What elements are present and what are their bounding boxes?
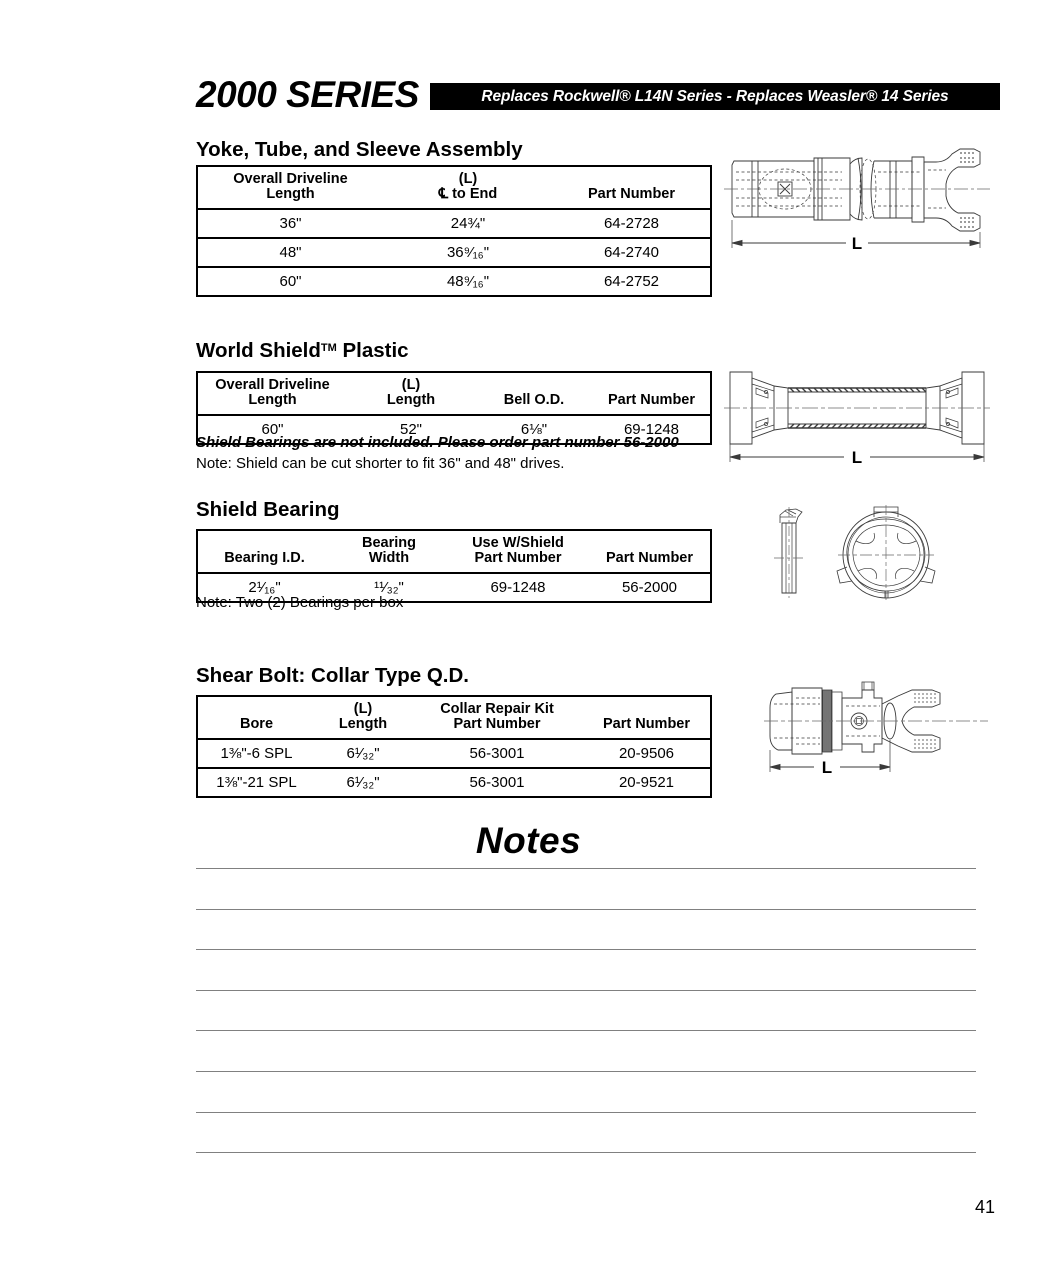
- cell-overall-length: 48": [279, 244, 302, 261]
- notes-rule-line: [196, 1152, 976, 1153]
- world-shield-label-tail: Plastic: [336, 339, 409, 362]
- cell-collar-repair-kit: 56-3001: [469, 774, 525, 791]
- table-header-row: [197, 696, 711, 739]
- table-row: [197, 739, 711, 768]
- cell-part-number: 20-9521: [618, 774, 675, 791]
- column-header-overall-length: Overall Driveline Length: [215, 377, 330, 408]
- column-header-overall-length: Overall Driveline Length: [233, 171, 348, 202]
- cell-length: 6¹⁄₃₂": [346, 774, 380, 791]
- column-header-l-to-end: (L) ℄ to End: [438, 171, 498, 202]
- column-header-bearing-id: Bearing I.D.: [224, 550, 305, 566]
- column-header-part-number: Part Number: [607, 392, 696, 408]
- world-shield-label: World Shield: [196, 339, 321, 362]
- cell-l-length: 52": [399, 421, 422, 438]
- page-title: 2000 SERIES: [196, 74, 419, 115]
- table-header-row: [197, 166, 711, 209]
- cell-bore: 1⅜"-21 SPL: [216, 774, 297, 791]
- page-number: 41: [974, 1197, 995, 1217]
- shield-bearing-box-note: Note: Two (2) Bearings per box: [196, 594, 404, 611]
- shear-bolt-collar-qd-drawing: [762, 678, 990, 778]
- notes-rule-line: [196, 1071, 976, 1072]
- cell-l-to-end: 24¾": [450, 215, 486, 232]
- dimension-label-l: L: [851, 234, 863, 253]
- notes-title: Notes: [475, 820, 582, 861]
- trademark-mark: TM: [320, 342, 337, 354]
- cell-l-to-end: 48⁹⁄₁₆": [446, 273, 490, 290]
- cell-overall-length: 36": [279, 215, 302, 232]
- cell-part-number: 64-2728: [603, 215, 660, 232]
- world-shield-cut-note: Note: Shield can be cut shorter to fit 36" and 48" drives.: [196, 455, 565, 472]
- cell-part-number: 64-2740: [603, 244, 660, 261]
- column-header-bearing-width: Bearing Width: [362, 535, 416, 566]
- dimension-label-l: L: [851, 448, 863, 467]
- cell-overall-length: 60": [261, 421, 284, 438]
- column-header-part-number: Part Number: [605, 550, 694, 566]
- section-heading-shield-bearing: Shield Bearing: [196, 498, 340, 521]
- cell-bearing-width: ¹¹⁄₃₂": [374, 579, 404, 596]
- cell-bearing-id: 2¹⁄₁₆": [248, 579, 281, 596]
- notes-rule-line: [196, 909, 976, 910]
- yoke-table: [196, 165, 712, 297]
- column-header-use-with-shield: Use W/Shield Part Number: [472, 535, 564, 566]
- column-header-bore: Bore: [239, 716, 274, 732]
- notes-rule-line: [196, 868, 976, 869]
- table-row: [197, 238, 711, 267]
- yoke-tube-sleeve-assembly-drawing: [722, 140, 992, 260]
- cell-bell-od: 6⅛": [520, 421, 548, 438]
- notes-rule-line: [196, 990, 976, 991]
- cell-part-number: 64-2752: [603, 273, 660, 290]
- section-heading-yoke: Yoke, Tube, and Sleeve Assembly: [196, 138, 523, 161]
- shield-bearing-table: [196, 529, 712, 603]
- column-header-bell-od: Bell O.D.: [503, 392, 565, 408]
- column-header-part-number: Part Number: [587, 186, 676, 202]
- table-row: [197, 267, 711, 296]
- column-header-l-length: (L) Length: [386, 377, 436, 408]
- table-row: [197, 209, 711, 238]
- cell-part-number: 20-9506: [618, 745, 675, 762]
- table-header-row: [197, 372, 711, 415]
- table-header-row: [197, 530, 711, 573]
- table-row: [197, 768, 711, 797]
- cell-use-with-shield: 69-1248: [490, 579, 546, 596]
- world-shield-plastic-drawing: [722, 358, 992, 470]
- replaces-banner: Replaces Rockwell® L14N Series - Replaces Weasler® 14 Series: [430, 83, 1000, 110]
- cell-l-to-end: 36⁹⁄₁₆": [446, 244, 490, 261]
- cell-part-number: 69-1248: [623, 421, 680, 438]
- notes-rule-line: [196, 1030, 976, 1031]
- column-header-length: (L) Length: [338, 701, 388, 732]
- cell-bore: 1⅜"-6 SPL: [220, 745, 293, 762]
- dimension-label-l: L: [821, 758, 833, 777]
- column-header-collar-repair-kit: Collar Repair Kit Part Number: [440, 701, 554, 732]
- cell-part-number: 56-2000: [621, 579, 678, 596]
- section-heading-shear-bolt: Shear Bolt: Collar Type Q.D.: [196, 664, 469, 687]
- notes-rule-line: [196, 1112, 976, 1113]
- cell-collar-repair-kit: 56-3001: [469, 745, 525, 762]
- shield-bearing-drawing: [752, 505, 972, 600]
- world-shield-bearings-note: Shield Bearings are not included. Please order part number 56-2000: [196, 434, 679, 451]
- shear-bolt-table: [196, 695, 712, 798]
- notes-rule-line: [196, 949, 976, 950]
- cell-overall-length: 60": [279, 273, 302, 290]
- section-heading-world-shield: [196, 341, 409, 362]
- cell-length: 6¹⁄₃₂": [346, 745, 380, 762]
- column-header-part-number: Part Number: [602, 716, 691, 732]
